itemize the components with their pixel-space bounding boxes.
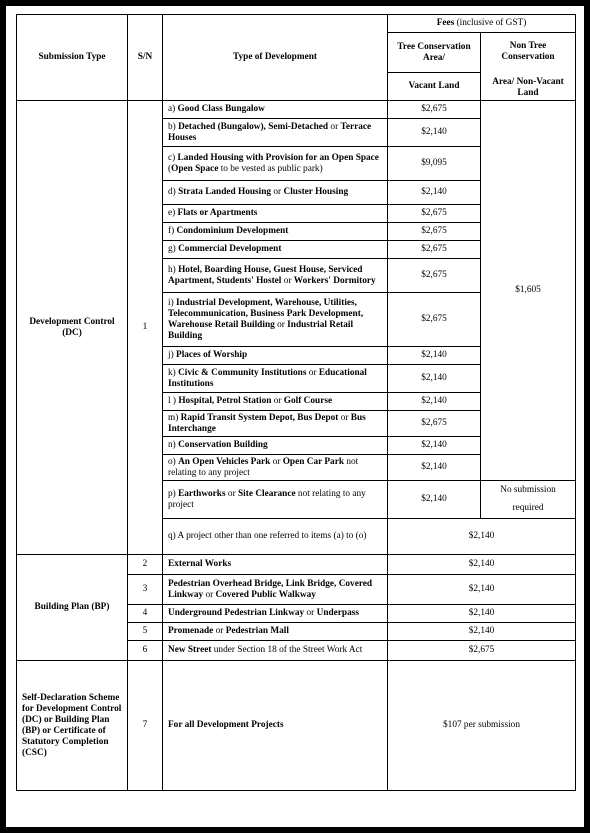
sds-fee: $107 per submission (388, 661, 576, 791)
header-non-tree-conservation: Non Tree Conservation Area/ Non-Vacant Land (481, 33, 576, 101)
item-connector: or (338, 412, 351, 423)
tree-conservation-fee: $2,140 (388, 437, 481, 455)
bp-fee: $2,140 (388, 555, 576, 575)
tree-conservation-fee: $2,140 (388, 181, 481, 205)
item-note: not relating to any project (168, 456, 359, 478)
item-letter: k) (168, 367, 179, 378)
item-letter: o) (168, 456, 179, 467)
no-submission-text: No submission (500, 485, 556, 495)
item-note: to be vested as public park) (218, 163, 323, 174)
item-connector: ( (168, 163, 172, 174)
dc-item-description (163, 205, 388, 223)
item-note: under Section 18 of the Street Work Act (211, 645, 363, 655)
bp-item-description (163, 575, 388, 605)
item-letter: h) (168, 264, 179, 275)
no-submission-required (481, 481, 576, 519)
bp-fee: $2,140 (388, 575, 576, 605)
item-note: not relating to any project (168, 488, 366, 510)
item-term: Pedestrian Overhead Bridge, Link Bridge, Covered Linkway (168, 578, 373, 600)
item-term: Open Car Park (282, 456, 344, 467)
bp-row (17, 555, 576, 575)
dc-item-description (163, 411, 388, 437)
item-letter: e) (168, 208, 178, 218)
item-letter: f) (168, 226, 177, 236)
item-term: Covered Public Walkway (215, 589, 316, 600)
item-letter: j) (168, 350, 177, 360)
item-connector: or (225, 488, 239, 499)
item-term: Strata Landed Housing (178, 187, 272, 197)
item-letter: g) (168, 244, 179, 254)
tree-conservation-fee: $2,140 (388, 393, 481, 411)
tree-conservation-fee: $2,675 (388, 411, 481, 437)
item-term: Condominium Development (176, 226, 289, 236)
required-text: required (512, 503, 544, 513)
item-term: Industrial Development, Warehouse, Utilities, Telecommunication, Business Park Development, Warehouse Retail Building (168, 297, 364, 330)
item-letter: d) (168, 187, 179, 197)
bp-sn: 6 (128, 641, 163, 661)
item-term: Flats or Apartments (177, 208, 258, 218)
item-letter: n) (168, 440, 179, 450)
item-term: Educational Institutions (168, 367, 367, 389)
item-term: New Street (168, 645, 212, 655)
item-term: Open Space (171, 163, 219, 174)
item-term: Hospital, Petrol Station (178, 396, 272, 406)
sds-submission-type: Self-Declaration Scheme for Development Control (DC) or Building Plan (BP) or Certificate of Statutory Completion (CSC) (17, 661, 128, 791)
bp-item-description (163, 623, 388, 641)
item-term: Landed Housing with Provision for an Open Space (177, 152, 379, 163)
item-term: Detached (Bungalow), Semi-Detached (178, 121, 329, 132)
header-vacant-land: Vacant Land (388, 73, 481, 101)
header-row-1 (17, 15, 576, 33)
item-connector: or (271, 187, 284, 197)
item-term: Rapid Transit System Depot, Bus Depot (180, 412, 339, 423)
dc-item-q-fee: $2,140 (388, 519, 576, 555)
item-connector: or (328, 121, 341, 132)
dc-item-description (163, 481, 388, 519)
item-connector: or (274, 319, 288, 330)
item-connector: or (203, 589, 216, 600)
tree-conservation-fee: $2,675 (388, 223, 481, 241)
item-term: Industrial Retail Building (168, 319, 354, 341)
fees-table (16, 14, 576, 791)
tree-conservation-fee: $2,675 (388, 259, 481, 293)
tree-conservation-fee: $2,140 (388, 365, 481, 393)
tree-conservation-fee: $9,095 (388, 147, 481, 181)
item-term: External Works (168, 559, 232, 569)
dc-item-description (163, 293, 388, 347)
sds-development: For all Development Projects (163, 661, 388, 791)
dc-row (17, 101, 576, 119)
header-submission-type: Submission Type (17, 15, 128, 101)
header-type-of-development: Type of Development (163, 15, 388, 101)
tree-conservation-fee: $2,675 (388, 101, 481, 119)
item-letter: p) (168, 488, 179, 499)
dc-item-description (163, 365, 388, 393)
item-term: Workers' Dormitory (293, 275, 376, 286)
dc-item-description (163, 147, 388, 181)
header-fees: Fees (inclusive of GST) (388, 15, 576, 33)
header-sn: S/N (128, 15, 163, 101)
dc-item-q-description: q) A project other than one referred to items (a) to (o) (163, 519, 388, 555)
item-term: Civic & Community Institutions (178, 367, 307, 378)
item-letter: l ) (168, 396, 179, 406)
tree-conservation-fee: $2,140 (388, 481, 481, 519)
dc-item-description (163, 101, 388, 119)
item-term: Underground Pedestrian Linkway (168, 608, 305, 618)
non-tree-conservation-fee: $1,605 (481, 101, 576, 481)
item-term: Terrace Houses (168, 121, 372, 143)
dc-sn: 1 (128, 101, 163, 555)
dc-item-description (163, 181, 388, 205)
bp-sn: 3 (128, 575, 163, 605)
item-connector: or (281, 275, 294, 286)
item-term: Underpass (316, 608, 359, 618)
header-tree-conservation: Tree Conservation Area/ (388, 33, 481, 73)
bp-sn: 4 (128, 605, 163, 623)
item-term: An Open Vehicles Park (178, 456, 271, 467)
bp-sn: 5 (128, 623, 163, 641)
item-term: Golf Course (283, 396, 333, 406)
item-connector: or (271, 396, 284, 406)
dc-item-description (163, 347, 388, 365)
bp-sn: 2 (128, 555, 163, 575)
tree-conservation-fee: $2,675 (388, 293, 481, 347)
bp-submission-type: Building Plan (BP) (17, 555, 128, 661)
item-term: Good Class Bungalow (177, 104, 265, 114)
dc-item-description (163, 119, 388, 147)
dc-item-description (163, 393, 388, 411)
sds-sn: 7 (128, 661, 163, 791)
item-term: Cluster Housing (283, 187, 349, 197)
bp-item-description (163, 555, 388, 575)
tree-conservation-fee: $2,140 (388, 455, 481, 481)
bp-fee: $2,675 (388, 641, 576, 661)
item-term: Commercial Development (178, 244, 282, 254)
item-letter: b) (168, 121, 179, 132)
tree-conservation-fee: $2,140 (388, 347, 481, 365)
item-term: Places of Worship (176, 350, 248, 360)
item-term: Site Clearance (238, 488, 296, 499)
item-term: Pedestrian Mall (225, 626, 289, 636)
bp-fee: $2,140 (388, 605, 576, 623)
item-letter: a) (168, 104, 178, 114)
dc-item-description (163, 259, 388, 293)
bp-item-description (163, 641, 388, 661)
item-connector: or (270, 456, 283, 467)
bp-item-description (163, 605, 388, 623)
dc-item-description (163, 223, 388, 241)
dc-item-description (163, 455, 388, 481)
tree-conservation-fee: $2,675 (388, 241, 481, 259)
dc-item-description (163, 437, 388, 455)
item-term: Bus Interchange (168, 412, 366, 434)
item-term: Promenade (168, 626, 214, 636)
item-term: Earthworks (178, 488, 226, 499)
tree-conservation-fee: $2,675 (388, 205, 481, 223)
item-letter: c) (168, 152, 178, 163)
item-connector: or (304, 608, 317, 618)
sds-row (17, 661, 576, 791)
item-letter: i) (168, 297, 177, 308)
document-page (6, 6, 584, 827)
dc-item-description (163, 241, 388, 259)
item-term: Conservation Building (178, 440, 268, 450)
item-connector: or (306, 367, 319, 378)
tree-conservation-fee: $2,140 (388, 119, 481, 147)
bp-fee: $2,140 (388, 623, 576, 641)
item-term: Hotel, Boarding House, Guest House, Serviced Apartment, Students' Hostel (168, 264, 363, 286)
item-letter: m) (168, 412, 181, 423)
item-connector: or (213, 626, 226, 636)
dc-submission-type: Development Control (DC) (17, 101, 128, 555)
